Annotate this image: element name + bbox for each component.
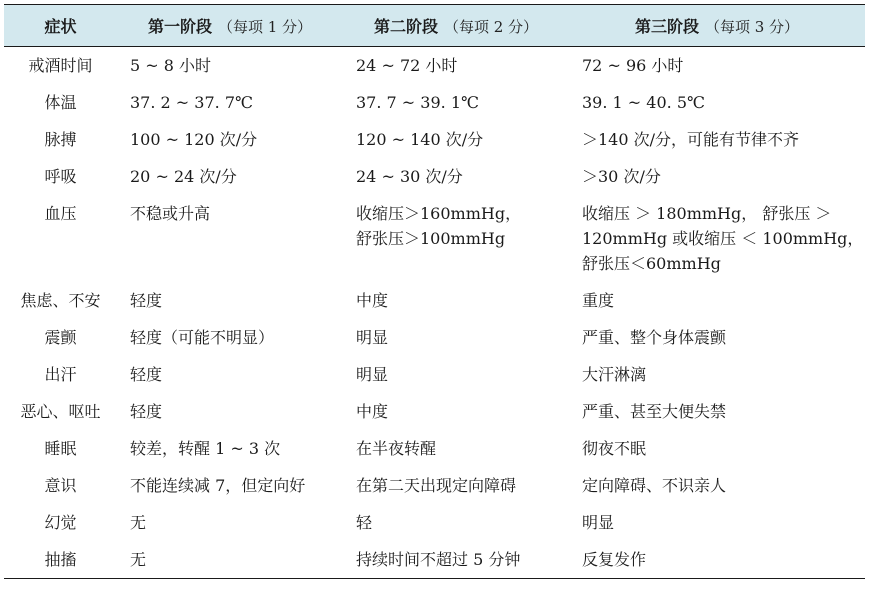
symptom-cell: 意识 [44, 476, 77, 495]
cell-line: 在第二天出现定向障碍 [356, 476, 517, 495]
stage2-cell [343, 158, 569, 195]
stage2-cell [343, 319, 569, 356]
stage2-cell [343, 430, 569, 467]
stage1-cell [117, 504, 343, 541]
stage1-cell [117, 356, 343, 393]
header-stage3-note: （每项 3 分） [704, 18, 800, 36]
cell-line: 定向障碍、不识亲人 [582, 476, 727, 495]
stage3-cell [569, 393, 865, 430]
header-row [4, 5, 865, 47]
cell-line: 不稳或升高 [130, 204, 211, 223]
cell-line: 20 ~ 24 次/分 [130, 167, 237, 186]
cell-line: 舒张压＞100mmHg [356, 229, 506, 248]
cell-line: 较差，转醒 1 ~ 3 次 [130, 439, 281, 458]
cell-line: 轻度 [130, 365, 163, 384]
table-row [4, 356, 865, 393]
table-body [4, 47, 865, 579]
stage2-cell [343, 47, 569, 85]
cell-line: 明显 [582, 513, 615, 532]
cell-line: 收缩压 ＞ 180mmHg， 舒张压 ＞ [582, 204, 832, 223]
symptom-cell: 幻觉 [44, 513, 77, 532]
cell-line: 彻夜不眠 [582, 439, 647, 458]
cell-line: 5 ~ 8 小时 [130, 56, 212, 75]
table-header [4, 5, 865, 47]
cell-line: 100 ~ 120 次/分 [130, 130, 258, 149]
table-row [4, 467, 865, 504]
cell-line: 37. 2 ~ 37. 7℃ [130, 93, 253, 112]
cell-line: 轻度 [130, 291, 163, 310]
header-stage2-note: （每项 2 分） [443, 18, 539, 36]
stage2-cell [343, 195, 569, 282]
stage3-cell [569, 430, 865, 467]
table-row [4, 121, 865, 158]
header-stage2-label: 第二阶段 [373, 17, 438, 36]
symptom-cell: 脉搏 [44, 130, 77, 149]
cell-line: 轻度（可能不明显） [130, 328, 275, 347]
table-row [4, 319, 865, 356]
cell-line: 72 ~ 96 小时 [582, 56, 684, 75]
cell-line: 在半夜转醒 [356, 439, 437, 458]
stage3-cell [569, 282, 865, 319]
cell-line: 120 ~ 140 次/分 [356, 130, 484, 149]
cell-line: 明显 [356, 328, 389, 347]
stage3-cell [569, 356, 865, 393]
stage3-cell [569, 195, 865, 282]
stage1-cell [117, 467, 343, 504]
cell-line: ＞140 次/分，可能有节律不齐 [582, 130, 800, 149]
stage1-cell [117, 282, 343, 319]
stage3-cell [569, 319, 865, 356]
cell-line: 大汗淋漓 [582, 365, 647, 384]
stage3-cell [569, 541, 865, 579]
symptom-cell: 出汗 [44, 365, 77, 384]
cell-line: 严重、甚至大便失禁 [582, 402, 727, 421]
cell-line: 严重、整个身体震颤 [582, 328, 727, 347]
table-row [4, 195, 865, 282]
stage3-cell [569, 84, 865, 121]
table-row [4, 430, 865, 467]
symptom-cell: 睡眠 [44, 439, 77, 458]
stage2-cell [343, 121, 569, 158]
stage1-cell [117, 84, 343, 121]
cell-line: 收缩压＞160mmHg， [356, 204, 522, 223]
cell-line: 120mmHg 或收缩压 ＜ 100mmHg， [582, 229, 864, 248]
symptom-cell: 戒酒时间 [28, 56, 93, 75]
stage3-cell [569, 47, 865, 85]
cell-line: 24 ~ 30 次/分 [356, 167, 463, 186]
cell-line: 轻 [356, 513, 373, 532]
header-stage1 [117, 5, 343, 47]
symptom-cell: 体温 [44, 93, 77, 112]
stage1-cell [117, 430, 343, 467]
cell-line: ＞30 次/分 [582, 167, 661, 186]
table-row [4, 158, 865, 195]
stage2-cell [343, 84, 569, 121]
header-stage1-note: （每项 1 分） [217, 18, 313, 36]
cell-line: 中度 [356, 402, 389, 421]
cell-line: 无 [130, 513, 147, 532]
stage2-cell [343, 393, 569, 430]
header-symptom-label: 症状 [44, 17, 77, 36]
stage1-cell [117, 47, 343, 85]
stage1-cell [117, 541, 343, 579]
cell-line: 反复发作 [582, 550, 647, 569]
cell-line: 24 ~ 72 小时 [356, 56, 458, 75]
symptom-cell: 恶心、呕吐 [20, 402, 101, 421]
table-row [4, 282, 865, 319]
stage1-cell [117, 319, 343, 356]
stage2-cell [343, 282, 569, 319]
stage1-cell [117, 121, 343, 158]
header-stage2 [343, 5, 569, 47]
cell-line: 不能连续减 7，但定向好 [130, 476, 306, 495]
stage1-cell [117, 195, 343, 282]
stage3-cell [569, 504, 865, 541]
stage3-cell [569, 121, 865, 158]
table-row [4, 541, 865, 579]
cell-line: 舒张压＜60mmHg [582, 254, 721, 273]
symptom-cell: 呼吸 [44, 167, 77, 186]
cell-line: 中度 [356, 291, 389, 310]
cell-line: 重度 [582, 291, 615, 310]
stage2-cell [343, 467, 569, 504]
cell-line: 无 [130, 550, 147, 569]
stage2-cell [343, 356, 569, 393]
cell-line: 39. 1 ~ 40. 5℃ [582, 93, 705, 112]
symptom-cell: 抽搐 [44, 550, 77, 569]
table-row [4, 504, 865, 541]
stage1-cell [117, 393, 343, 430]
table-row [4, 84, 865, 121]
stage2-cell [343, 504, 569, 541]
header-symptom [4, 5, 117, 47]
stage2-cell [343, 541, 569, 579]
cell-line: 明显 [356, 365, 389, 384]
symptom-cell: 焦虑、不安 [20, 291, 101, 310]
cell-line: 持续时间不超过 5 分钟 [356, 550, 521, 569]
stage3-cell [569, 158, 865, 195]
stage1-cell [117, 158, 343, 195]
header-stage3-label: 第三阶段 [634, 17, 699, 36]
header-stage3 [569, 5, 865, 47]
table-row [4, 393, 865, 430]
table-row [4, 47, 865, 85]
scoring-table [4, 4, 865, 579]
header-stage1-label: 第一阶段 [147, 17, 212, 36]
stage3-cell [569, 467, 865, 504]
withdrawal-scale-table [4, 4, 865, 579]
symptom-cell: 震颤 [44, 328, 77, 347]
cell-line: 轻度 [130, 402, 163, 421]
symptom-cell: 血压 [44, 204, 77, 223]
cell-line: 37. 7 ~ 39. 1℃ [356, 93, 479, 112]
